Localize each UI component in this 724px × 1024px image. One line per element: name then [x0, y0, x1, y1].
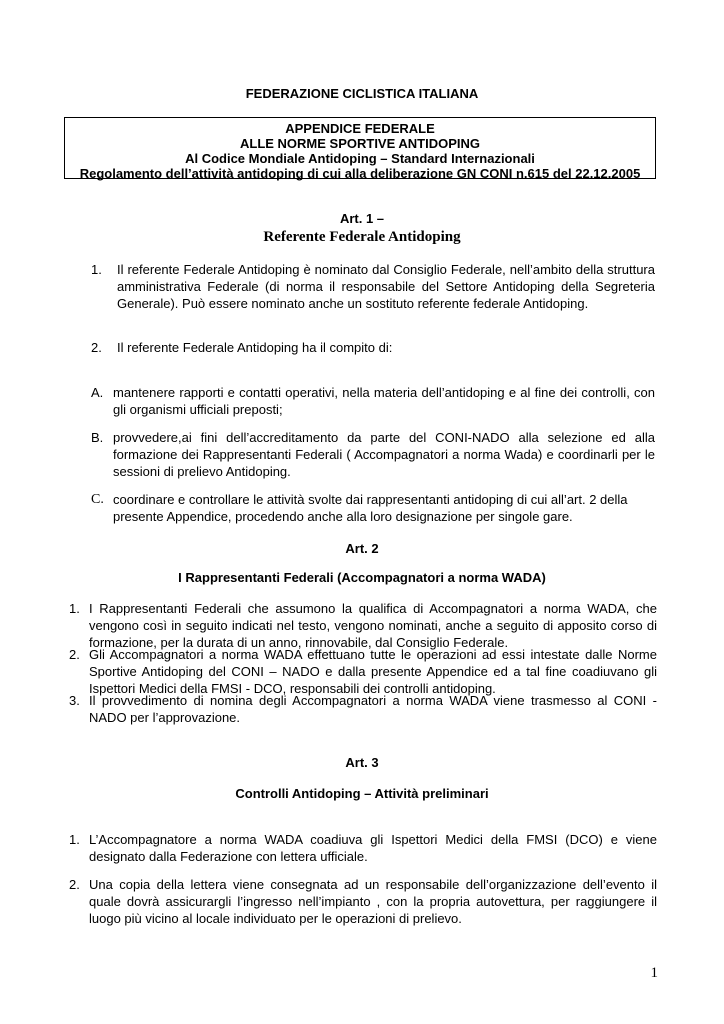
art1-task-b: B. provvedere,ai fini dell’accreditamento da parte del CONI-NADO alla selezione ed alla formazione dei Rappresentanti Federali ( Accompagnatori a norma Wada) e coordinarli per le sessioni di prelievo Antidoping.: [91, 430, 655, 479]
box-line-1: APPENDICE FEDERALE: [285, 121, 435, 136]
art2-item-2: 2. Gli Accompagnatori a norma WADA effettuano tutte le operazioni ad essi intestate dalle Norme Sportive Antidoping del CONI – NADO e dalla presente Appendice ed a tal fine coadiuvano gli Ispettori Medici della FMSI - DCO, responsabili dei controlli antidoping.: [69, 647, 657, 696]
organization-name: FEDERAZIONE CICLISTICA ITALIANA: [245, 86, 479, 101]
art2-title: I Rappresentanti Federali (Accompagnatori a norma WADA): [178, 570, 546, 585]
art3-item-2: 2. Una copia della lettera viene consegnata ad un responsabile dell’organizzazione dell’evento il quale dovrà assicurargli l’ingresso nell’impianto , con la propria autovettura, per raggiungere il luogo più vicino al locale individuato per le operazioni di prelievo.: [69, 877, 657, 926]
art1-task-a: A. mantenere rapporti e contatti operativi, nella materia dell’antidoping e al fine dei controlli, con gli organismi ufficiali preposti;: [91, 385, 655, 417]
appendix-title-box: [64, 117, 656, 179]
page-number: 1: [650, 965, 658, 981]
art1-title: Referente Federale Antidoping: [263, 229, 461, 245]
art3-item-1: 1. L’Accompagnatore a norma WADA coadiuva gli Ispettori Medici della FMSI (DCO) e viene designato dalla Federazione con lettera ufficiale.: [69, 832, 657, 864]
box-line-4: Regolamento dell’attività antidoping di cui alla deliberazione GN CONI n.615 del 22.12.2005: [79, 166, 641, 181]
art1-task-c: C. coordinare e controllare le attività svolte dai rappresentanti antidoping di cui all’art. 2 della presente Appendice, procedendo anche alla loro designazione per singole gare.: [91, 492, 628, 524]
art2-item-1: 1. I Rappresentanti Federali che assumono la qualifica di Accompagnatori a norma WADA, che vengono così in seguito indicati nel testo, vengono nominati, anche a seguito di apposito corso di formazione, per la durata di un anno, rinnovabile, dal Consiglio Federale.: [69, 601, 657, 650]
art3-title: Controlli Antidoping – Attività preliminari: [235, 786, 489, 801]
art2-heading: Art. 2: [345, 541, 379, 556]
art1-item-1: 1. Il referente Federale Antidoping è nominato dal Consiglio Federale, nell’ambito della struttura amministrativa Federale (di norma il responsabile del Settore Antidoping della Segreteria Generale). Può essere nominato anche un sostituto referente federale Antidoping.: [91, 262, 655, 311]
art2-item-3: 3. Il provvedimento di nomina degli Accompagnatori a norma WADA viene trasmesso al CONI - NADO per l’approvazione.: [69, 693, 657, 725]
art3-heading: Art. 3: [345, 755, 379, 770]
box-line-2: ALLE NORME SPORTIVE ANTIDOPING: [239, 136, 481, 151]
box-line-3: Al Codice Mondiale Antidoping – Standard Internazionali: [185, 151, 535, 166]
art1-heading: Art. 1 –: [339, 211, 385, 226]
art1-item-2: 2. Il referente Federale Antidoping ha il compito di:: [91, 340, 393, 355]
